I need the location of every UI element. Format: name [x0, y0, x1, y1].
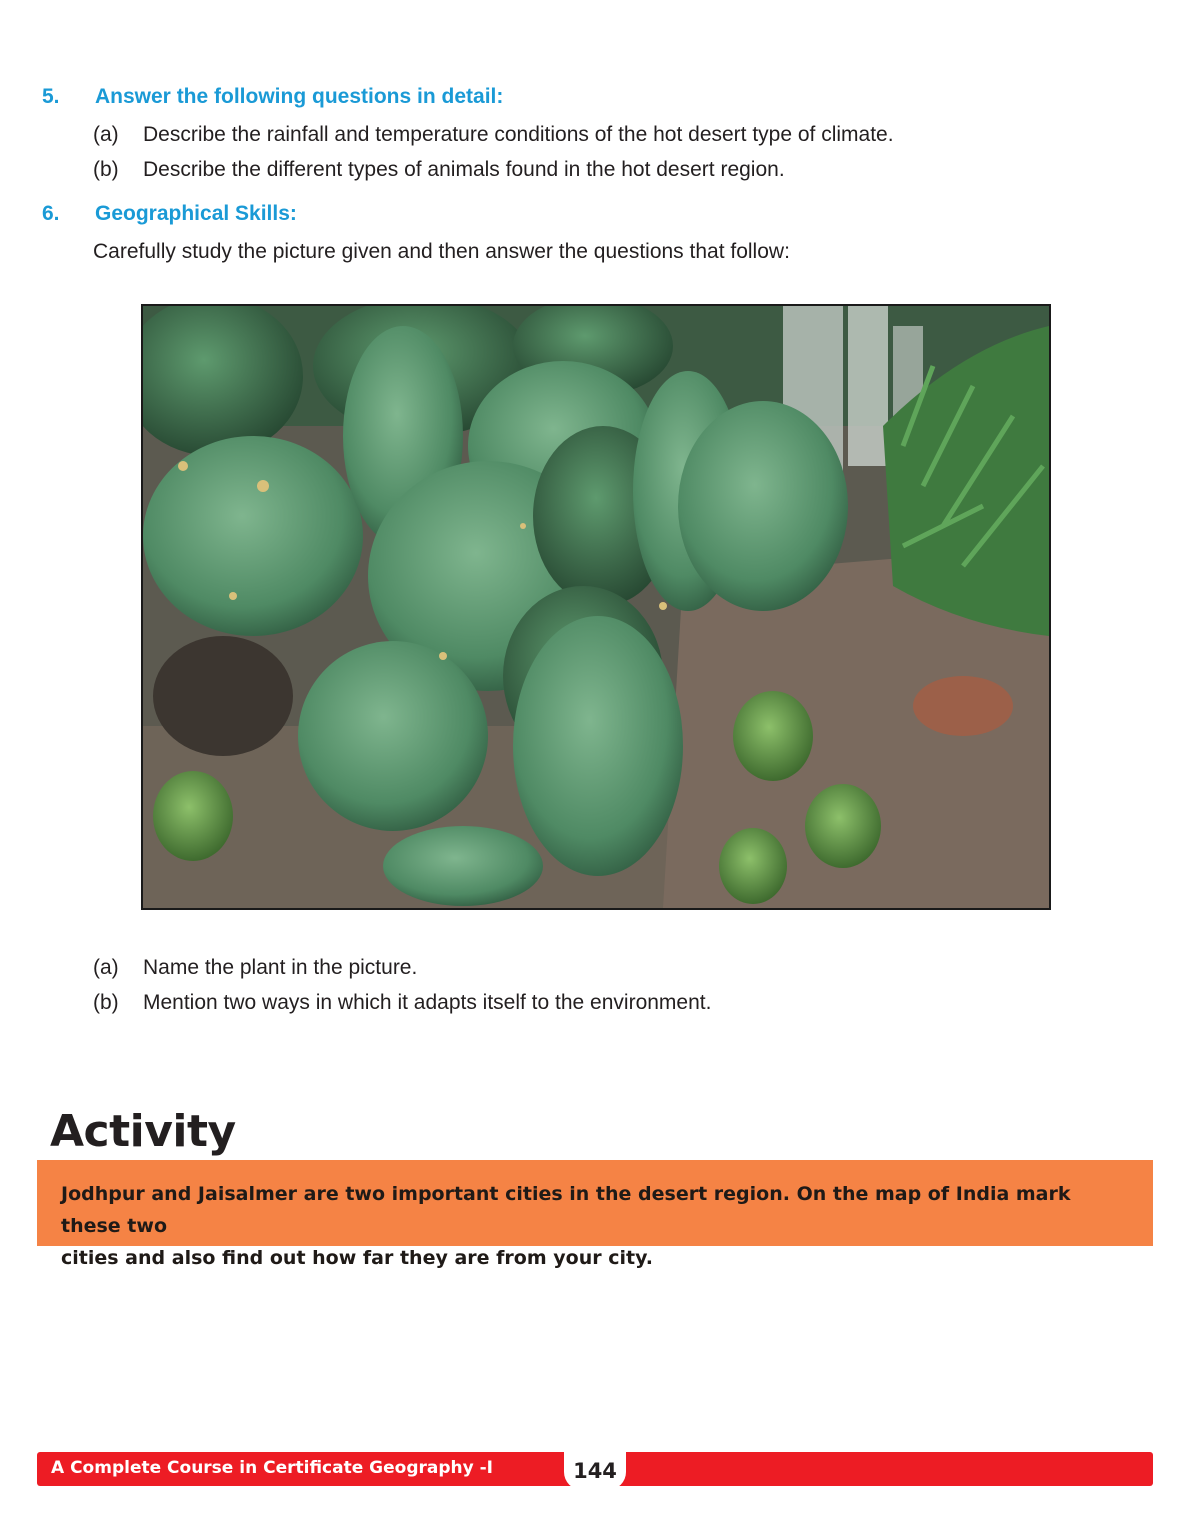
activity-title: Activity	[50, 1106, 236, 1157]
question-label: (a)	[93, 956, 119, 979]
section-5-heading	[42, 85, 503, 109]
activity-line-2: cities and also find out how far they are from your city.	[61, 1247, 653, 1269]
question-label: (b)	[93, 991, 119, 1014]
page-number: 144	[564, 1452, 626, 1490]
section-6-title: Geographical Skills:	[95, 202, 297, 225]
activity-line-1: Jodhpur and Jaisalmer are two important cities in the desert region. On the map of India mark these two	[61, 1183, 1071, 1237]
question-5b	[93, 158, 785, 182]
question-label: (a)	[93, 123, 119, 146]
question-text: Mention two ways in which it adapts itself to the environment.	[143, 991, 712, 1014]
question-6b	[93, 991, 711, 1015]
question-6a	[93, 956, 417, 980]
question-5a	[93, 123, 894, 147]
question-text: Describe the different types of animals found in the hot desert region.	[143, 158, 785, 181]
question-text: Name the plant in the picture.	[143, 956, 418, 979]
section-5-number: 5.	[42, 85, 60, 108]
section-6-instruction: Carefully study the picture given and then answer the questions that follow:	[93, 240, 790, 263]
section-5-title: Answer the following questions in detail:	[95, 85, 504, 108]
cactus-photograph	[141, 304, 1051, 910]
footer-book-title: A Complete Course in Certificate Geography -I	[51, 1458, 494, 1478]
section-6-number: 6.	[42, 202, 60, 225]
section-6-heading	[42, 202, 297, 226]
activity-box	[37, 1160, 1153, 1269]
question-text: Describe the rainfall and temperature conditions of the hot desert type of climate.	[143, 123, 894, 146]
question-label: (b)	[93, 158, 119, 181]
